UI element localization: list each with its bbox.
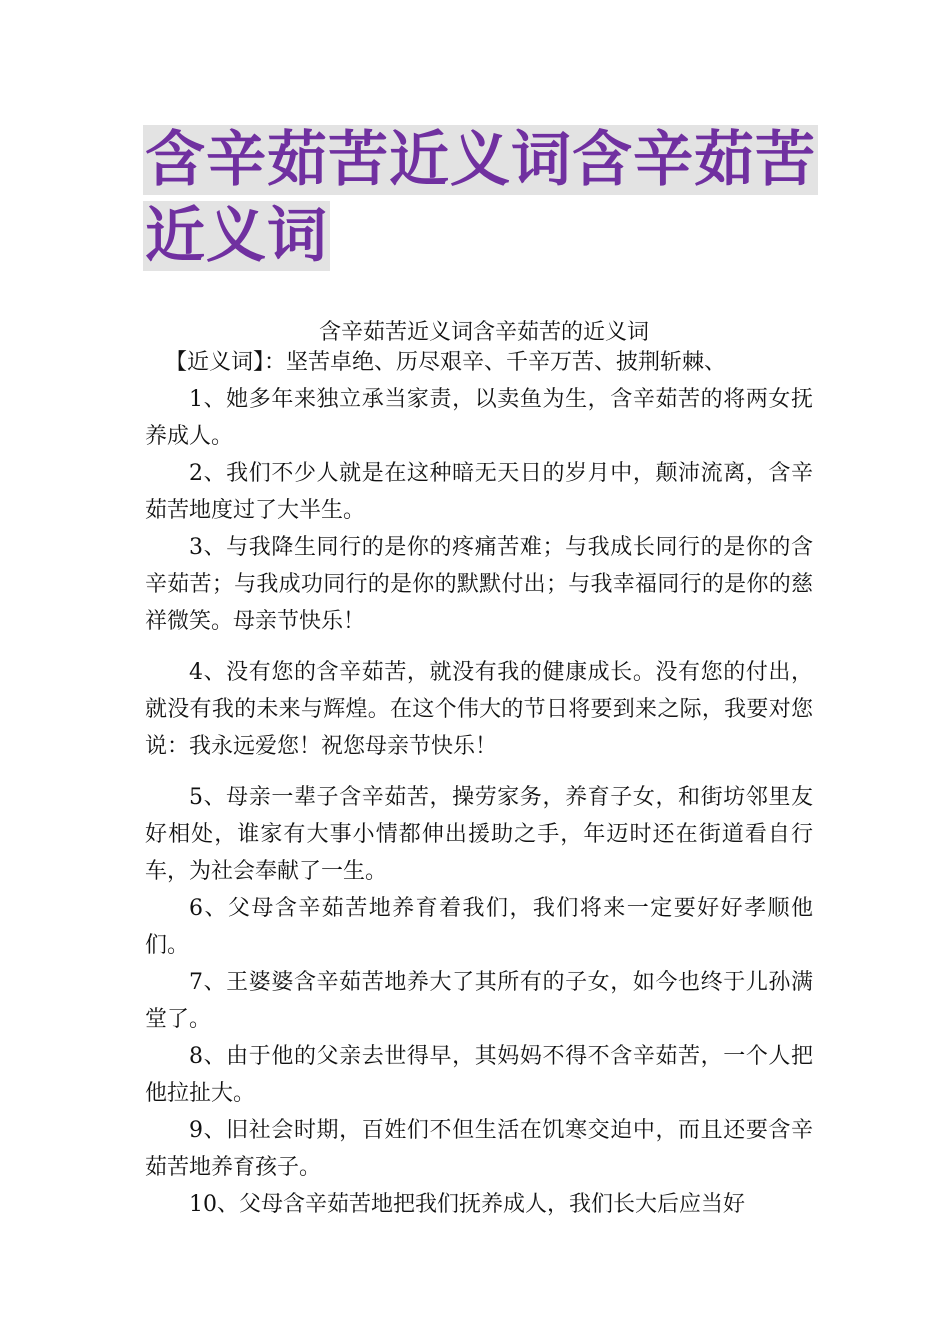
document-subtitle: 含辛茹苦近义词含辛茹苦的近义词	[318, 320, 649, 345]
synonyms-line: 【近义词】：坚苦卓绝、历尽艰辛、千辛万苦、披荆斩棘、	[165, 350, 727, 375]
example-sentence-6: 6、父母含辛茹苦地养育着我们，我们将来一定要好好孝顺他们。	[145, 896, 813, 958]
example-sentence-5: 5、母亲一辈子含辛茹苦，操劳家务，养育子女，和街坊邻里友好相处，谁家有大事小情都伸出援助之手，年迈时还在街道看自行车，为社会奉献了一生。	[145, 785, 813, 884]
example-sentence-1: 1、她多年来独立承当家责，以卖鱼为生，含辛茹苦的将两女抚养成人。	[145, 387, 813, 449]
example-sentence-9: 9、旧社会时期，百姓们不但生活在饥寒交迫中，而且还要含辛茹苦地养育孩子。	[145, 1118, 813, 1180]
document-title-text: 含辛茹苦近义词含辛茹苦近义词	[145, 125, 816, 271]
example-sentence-10: 10、父母含辛茹苦地把我们抚养成人，我们长大后应当好	[189, 1192, 745, 1217]
example-sentence-3: 3、与我降生同行的是你的疼痛苦难；与我成长同行的是你的含辛茹苦；与我成功同行的是你的默默付出；与我幸福同行的是你的慈祥微笑。母亲节快乐！	[145, 535, 813, 634]
example-sentence-7: 7、王婆婆含辛茹苦地养大了其所有的子女，如今也终于儿孙满堂了。	[145, 970, 813, 1032]
example-sentence-4: 4、没有您的含辛茹苦，就没有我的健康成长。没有您的付出，就没有我的未来与辉煌。在这个伟大的节日将要到来之际，我要对您说：我永远爱您！祝您母亲节快乐！	[145, 660, 813, 759]
document-body	[145, 318, 813, 1223]
example-sentence-2: 2、我们不少人就是在这种暗无天日的岁月中，颠沛流离，含辛茹苦地度过了大半生。	[145, 461, 813, 523]
document-title	[143, 122, 823, 274]
example-sentence-8: 8、由于他的父亲去世得早，其妈妈不得不含辛茹苦，一个人把他拉扯大。	[145, 1044, 813, 1106]
